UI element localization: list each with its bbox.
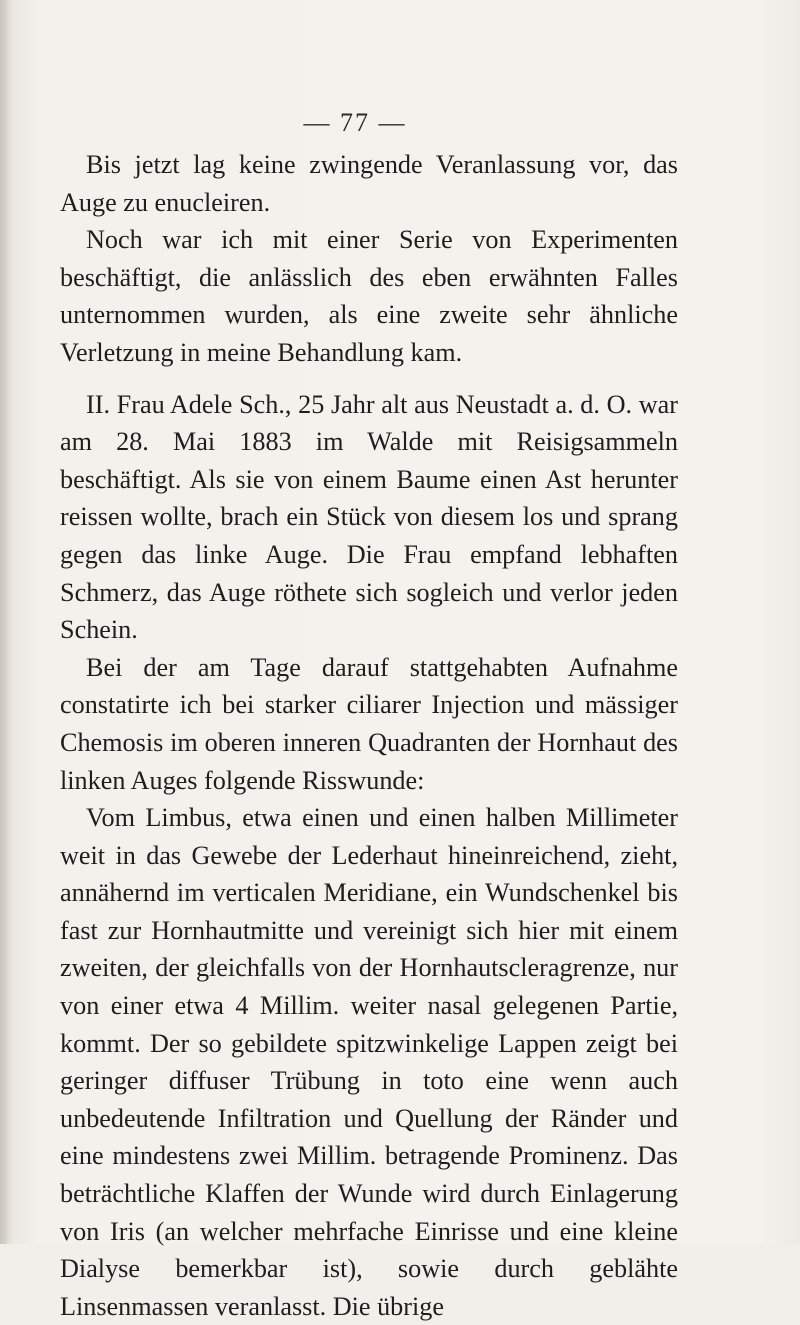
paragraph-5: Vom Limbus, etwa einen und einen halben Millimeter weit in das Gewebe der Lederhaut hineinreichend, zieht, annähernd im verticalen Meridiane, ein Wundschenkel bis fast zur Hornhautmitte und vereinigt sich hier mit einem zweiten, der gleichfalls von der Hornhautscleragrenze, nur von einer etwa 4 Millim. weiter nasal gelegenen Partie, kommt. Der so gebildete spitzwinkelige Lappen zeigt bei geringer diffuser Trübung in toto eine wenn auch unbedeutende Infiltration und Quellung der Ränder und eine mindestens zwei Millim. betragende Prominenz. Das beträchtliche Klaffen der Wunde wird durch Einlagerung von Iris (an welcher mehrfache Einrisse und eine kleine Dialyse bemerkbar ist), sowie durch geblähte Linsenmassen veranlasst. Die übrige [60,803,678,1321]
page-gutter-shadow [0,0,10,1244]
paragraph-1: Bis jetzt lag keine zwingende Veranlassung vor, das Auge zu enucleiren. [60,150,678,217]
body-text [60,146,678,1325]
page-number: — 77 — [303,108,407,137]
paragraph-case-two: II. Frau Adele Sch., 25 Jahr alt aus Neustadt a. d. O. war am 28. Mai 1883 im Walde mit Reisigsammeln beschäftigt. Als sie von einem Baume einen Ast herunter reissen wollte, brach ein Stück von diesem los und sprang gegen das linke Auge. Die Frau empfand lebhaften Schmerz, das Auge röthete sich sogleich und verlor jeden Schein. [60,389,678,645]
paragraph-2: Noch war ich mit einer Serie von Experimenten beschäftigt, die anlässlich des eben erwähnten Falles unternommen wurden, als eine zweite sehr ähnliche Verletzung in meine Behandlung kam. [60,225,678,367]
paragraph-4: Bei der am Tage darauf stattgehabten Aufnahme constatirte ich bei starker ciliarer Injection und mässiger Chemosis im oberen inneren Quadranten der Hornhaut des linken Auges folgende Risswunde: [60,652,678,795]
